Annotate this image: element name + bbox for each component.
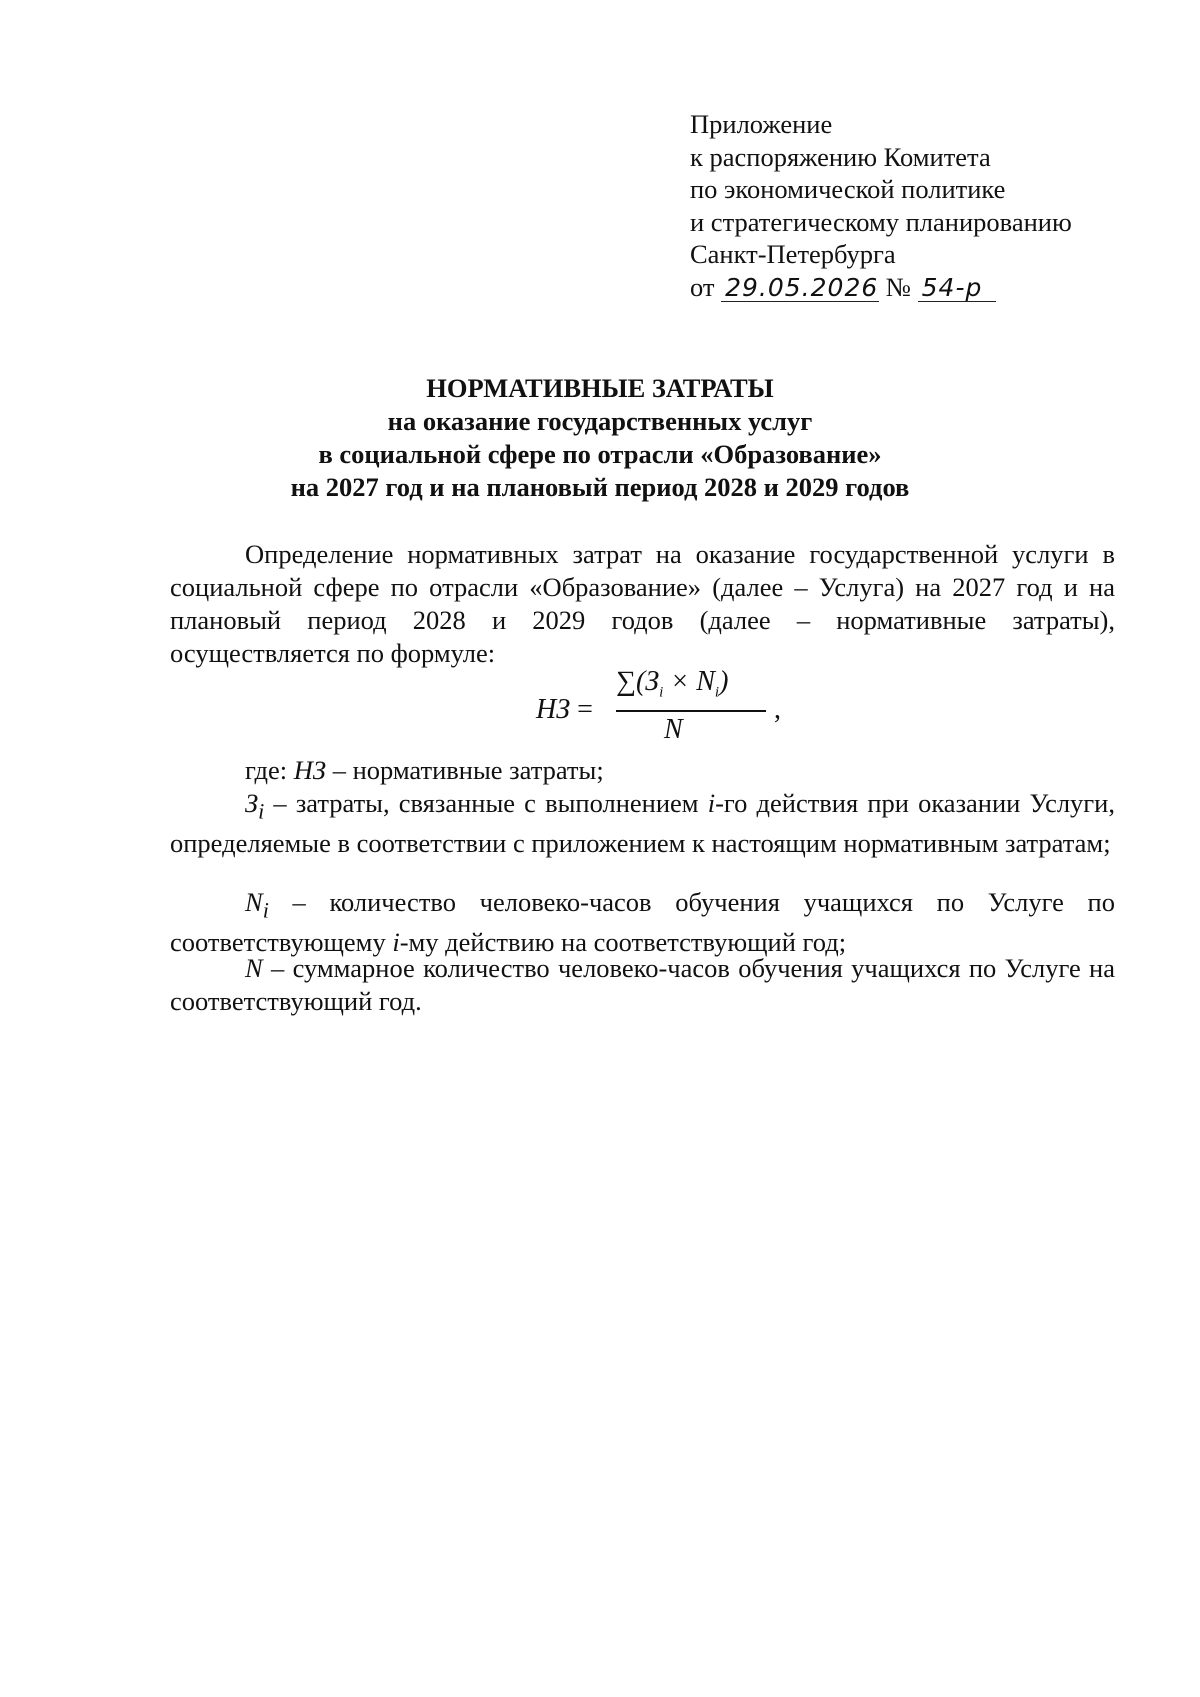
title-line: на оказание государственных услуг — [387, 406, 813, 436]
date-prefix: от — [690, 271, 715, 302]
title-line: в социальной сфере по отрасли «Образование» — [318, 439, 882, 469]
formula-lhs: НЗ = — [536, 694, 593, 725]
handwritten-number: 54-р — [918, 275, 996, 302]
appendix-header — [690, 108, 1150, 303]
formula-numerator: $\sum(З_i \times N_i)$ — [616, 666, 729, 701]
number-prefix: № — [885, 271, 912, 302]
appendix-date-line — [690, 271, 1150, 304]
appendix-line: Санкт-Петербурга — [690, 239, 896, 269]
formula-denominator: N — [664, 714, 683, 745]
document-title — [140, 372, 1060, 504]
intro-paragraph: Определение нормативных затрат на оказание государственной услуги в социальной сфере по отрасли «Образование» (далее – Услуга) на 2027 год и на плановый период 2028 и 2029 годов (далее – нормативные затраты), осуществляется по формуле: — [170, 539, 1115, 668]
cost-formula — [536, 666, 836, 750]
appendix-line: и стратегическому планированию — [690, 206, 1072, 237]
appendix-line: по экономической политике — [690, 174, 1006, 204]
handwritten-date: 29.05.2026 — [721, 275, 879, 302]
formula-comma: , — [774, 694, 781, 725]
definition-hours-i: $N_i$ – количество человеко-часов обучения учащихся по Услуге по соответствующему i-му действию на соответствующий год; — [170, 887, 1115, 958]
definition-cost: $З_i$ – затраты, связанные с выполнением i-го действия при оказании Услуги, определяемые в соответствии с приложением к настоящим нормативным затратам; — [170, 788, 1115, 859]
definition-hours-total: N – суммарное количество человеко-часов обучения учащихся по Услуге на соответствующий год. — [170, 953, 1115, 1016]
title-line: НОРМАТИВНЫЕ ЗАТРАТЫ — [426, 373, 774, 403]
fraction-bar — [616, 710, 766, 712]
title-line: на 2027 год и на плановый период 2028 и 2029 годов — [290, 472, 910, 502]
appendix-line: к распоряжению Комитета — [690, 141, 991, 172]
appendix-line: Приложение — [690, 109, 833, 139]
where-line: где: НЗ – нормативные затраты; — [245, 755, 604, 785]
